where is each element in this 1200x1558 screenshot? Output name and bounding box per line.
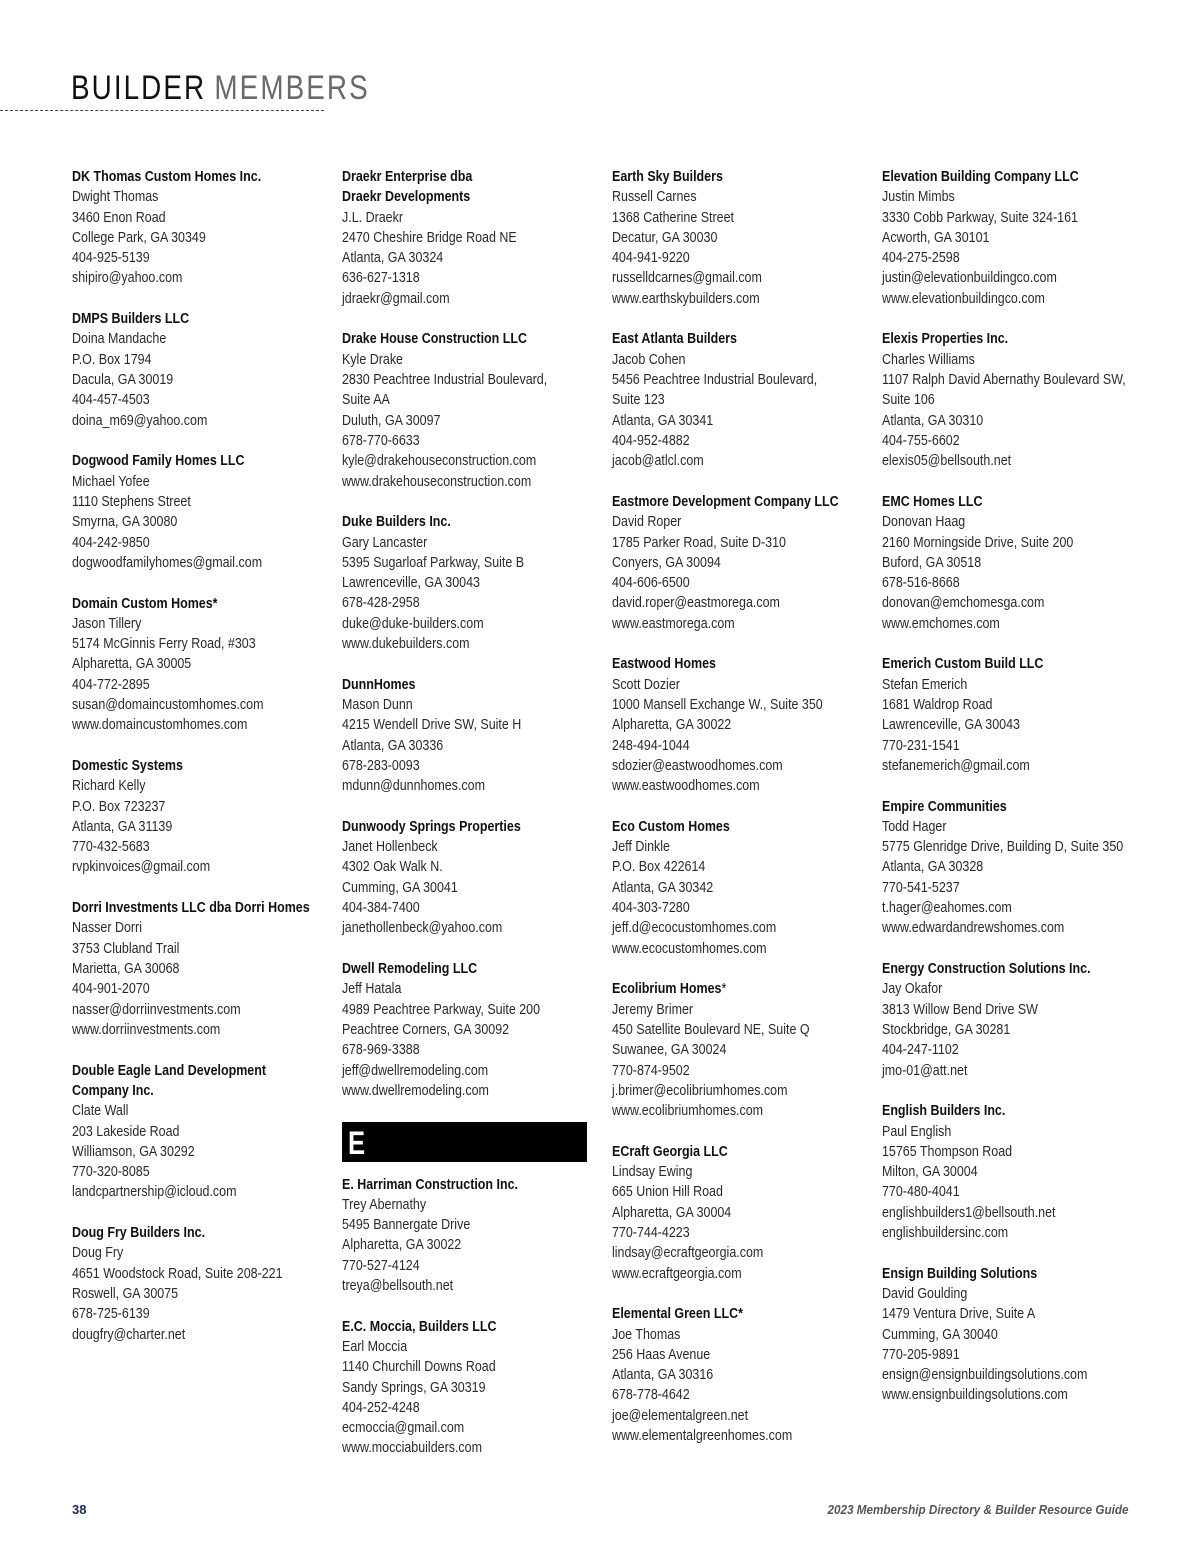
member-detail: shipiro@yahoo.com: [72, 270, 183, 287]
member-detail: 3753 Clubland Trail: [72, 940, 180, 957]
member-detail: 5456 Peachtree Industrial Boulevard,: [612, 372, 818, 389]
member-detail: Buford, GA 30518: [882, 554, 982, 571]
member-detail: Atlanta, GA 30328: [882, 859, 984, 876]
directory-column-2: [342, 167, 592, 1479]
member-detail: 770-432-5683: [72, 839, 150, 856]
member-detail: 3460 Enon Road: [72, 209, 166, 226]
member-name: [612, 817, 827, 837]
member-detail: 404-901-2070: [72, 981, 150, 998]
member-detail: 404-755-6602: [882, 432, 960, 449]
member-detail: 404-303-7280: [612, 900, 690, 917]
member-detail: 404-252-4248: [342, 1399, 420, 1416]
member-detail: 1368 Catherine Street: [612, 209, 735, 226]
member-detail: 678-283-0093: [342, 757, 420, 774]
member-detail: 678-428-2958: [342, 595, 420, 612]
member-detail: www.mocciabuilders.com: [342, 1440, 482, 1457]
member-name-text: Dogwood Family Homes LLC: [72, 453, 245, 470]
member-entry: [342, 817, 592, 939]
member-name: [882, 492, 1097, 512]
directory-column-3: [612, 167, 862, 1467]
member-name: [882, 797, 1097, 817]
member-detail: ensign@ensignbuildingsolutions.com: [882, 1367, 1088, 1384]
member-detail: 678-778-4642: [612, 1387, 690, 1404]
member-detail: 770-744-4223: [612, 1225, 690, 1241]
member-entry: [342, 1317, 592, 1459]
member-detail: www.ecraftgeorgia.com: [612, 1265, 742, 1282]
member-name-text: Domestic Systems: [72, 757, 183, 774]
member-detail: Paul English: [882, 1123, 952, 1140]
member-detail: Cumming, GA 30040: [882, 1326, 998, 1343]
member-detail: 1479 Ventura Drive, Suite A: [882, 1306, 1036, 1323]
member-detail: 248-494-1044: [612, 737, 690, 754]
member-detail: Todd Hager: [882, 818, 947, 835]
member-entry: [612, 1304, 862, 1446]
member-name-text: English Builders Inc.: [882, 1103, 1006, 1120]
member-detail: Jeff Dinkle: [612, 839, 670, 856]
member-name: [612, 654, 827, 674]
member-name-text: DMPS Builders LLC: [72, 311, 190, 328]
member-detail: Scott Dozier: [612, 676, 680, 693]
member-detail: joe@elementalgreen.net: [612, 1407, 749, 1424]
member-detail: P.O. Box 1794: [72, 351, 152, 368]
member-detail: Atlanta, GA 31139: [72, 818, 173, 835]
member-name-text: EMC Homes LLC: [882, 493, 983, 510]
member-detail: Jacob Cohen: [612, 351, 686, 368]
member-entry: [342, 512, 592, 654]
member-entry: [72, 1223, 322, 1345]
member-detail: david.roper@eastmorega.com: [612, 595, 780, 612]
member-detail: www.eastwoodhomes.com: [612, 778, 760, 795]
member-detail: Suite 123: [612, 392, 665, 409]
member-detail: dogwoodfamilyhomes@gmail.com: [72, 554, 263, 571]
member-detail: Milton, GA 30004: [882, 1164, 978, 1181]
member-detail: College Park, GA 30349: [72, 229, 206, 246]
member-detail: 15765 Thompson Road: [882, 1143, 1013, 1160]
member-name: [612, 492, 839, 512]
member-name-mark: *: [721, 981, 727, 998]
member-detail: kyle@drakehouseconstruction.com: [342, 453, 537, 470]
member-detail: P.O. Box 422614: [612, 859, 706, 876]
member-detail: www.elevationbuildingco.com: [882, 290, 1045, 307]
member-name-cont: Company Inc.: [72, 1082, 154, 1099]
member-name: [882, 167, 1097, 187]
member-name-text: E.C. Moccia, Builders LLC: [342, 1318, 497, 1335]
member-detail: 770-231-1541: [882, 737, 960, 754]
member-detail: www.dorriinvestments.com: [72, 1021, 221, 1038]
member-name: [72, 309, 287, 329]
member-detail: Stockbridge, GA 30281: [882, 1021, 1011, 1038]
member-detail: Atlanta, GA 30316: [612, 1367, 714, 1384]
member-detail: 404-952-4882: [612, 432, 690, 449]
member-name: [612, 329, 827, 349]
member-entry: [72, 309, 322, 431]
member-name-text: Ensign Building Solutions: [882, 1265, 1038, 1282]
member-entry: [882, 1101, 1132, 1243]
member-name: [612, 167, 827, 187]
member-detail: 1140 Churchill Downs Road: [342, 1359, 496, 1376]
member-name-cont: Draekr Developments: [342, 189, 471, 206]
member-detail: Decatur, GA 30030: [612, 229, 718, 246]
member-name: [72, 756, 287, 776]
member-entry: [72, 898, 322, 1040]
member-detail: 678-969-3388: [342, 1042, 420, 1059]
member-name-text: Draekr Enterprise dba: [342, 169, 473, 185]
member-detail: Suite AA: [342, 392, 390, 409]
footer-guide-title: 2023 Membership Directory & Builder Resource Guide: [826, 1502, 1128, 1517]
member-detail: Suite 106: [882, 392, 935, 409]
member-detail: englishbuildersinc.com: [882, 1225, 1009, 1241]
member-detail: 636-627-1318: [342, 270, 420, 287]
member-detail: 404-925-5139: [72, 250, 150, 267]
member-detail: www.edwardandrewshomes.com: [882, 920, 1065, 937]
member-entry: [882, 654, 1132, 776]
member-entry: [612, 817, 862, 959]
member-detail: j.brimer@ecolibriumhomes.com: [612, 1082, 788, 1099]
member-detail: Doina Mandache: [72, 331, 167, 348]
member-detail: landcpartnership@icloud.com: [72, 1184, 237, 1201]
member-detail: Alpharetta, GA 30022: [342, 1237, 462, 1254]
member-name: [72, 898, 310, 918]
member-entry: [612, 1142, 862, 1284]
member-detail: 770-874-9502: [612, 1062, 690, 1079]
member-detail: Nasser Dorri: [72, 920, 142, 937]
member-detail: doina_m69@yahoo.com: [72, 412, 208, 429]
member-detail: Smyrna, GA 30080: [72, 514, 178, 531]
member-name: [342, 167, 557, 187]
member-detail: Lawrenceville, GA 30043: [882, 717, 1020, 734]
member-detail: Jeremy Brimer: [612, 1001, 694, 1018]
section-letter-bar: [342, 1122, 587, 1162]
member-detail: 1681 Waldrop Road: [882, 697, 993, 713]
member-detail: 665 Union Hill Road: [612, 1184, 723, 1201]
member-detail: www.ecocustomhomes.com: [612, 940, 767, 957]
member-entry: [882, 492, 1132, 634]
member-name: [342, 329, 557, 349]
member-detail: Cumming, GA 30041: [342, 879, 458, 896]
member-detail: ecmoccia@gmail.com: [342, 1420, 465, 1437]
member-detail: 770-205-9891: [882, 1346, 960, 1363]
member-entry: [72, 451, 322, 573]
member-name-text: Eastmore Development Company LLC: [612, 493, 839, 510]
member-name-text: ECraft Georgia LLC: [612, 1143, 728, 1160]
member-detail: 404-384-7400: [342, 900, 420, 917]
member-detail: 4651 Woodstock Road, Suite 208-221: [72, 1265, 283, 1282]
member-entry: [72, 167, 322, 289]
member-name-text: Double Eagle Land Development: [72, 1062, 267, 1079]
member-name: [342, 959, 557, 979]
member-entry: [882, 1264, 1132, 1406]
member-entry: [342, 675, 592, 797]
member-detail: 404-457-4503: [72, 392, 150, 409]
member-detail: Stefan Emerich: [882, 676, 968, 693]
member-detail: 5775 Glenridge Drive, Building D, Suite 350: [882, 839, 1124, 856]
member-name-text: Elemental Green LLC*: [612, 1306, 743, 1323]
member-detail: www.domaincustomhomes.com: [72, 717, 248, 734]
member-entry: [882, 167, 1132, 309]
member-detail: www.ensignbuildingsolutions.com: [882, 1387, 1068, 1404]
member-name-text: Eco Custom Homes: [612, 818, 730, 835]
member-detail: Atlanta, GA 30341: [612, 412, 714, 429]
member-detail: jdraekr@gmail.com: [342, 290, 450, 307]
page-title: [71, 68, 370, 108]
member-detail: P.O. Box 723237: [72, 798, 166, 815]
member-detail: 5495 Bannergate Drive: [342, 1217, 471, 1234]
member-detail: Gary Lancaster: [342, 534, 428, 551]
member-name: [72, 167, 287, 187]
member-detail: englishbuilders1@bellsouth.net: [882, 1204, 1056, 1221]
member-entry: [882, 797, 1132, 939]
member-detail: www.dwellremodeling.com: [342, 1082, 489, 1099]
member-detail: www.earthskybuilders.com: [612, 290, 760, 307]
member-detail: Alpharetta, GA 30022: [612, 717, 732, 734]
member-detail: 3330 Cobb Parkway, Suite 324-161: [882, 209, 1078, 226]
member-detail: jeff.d@ecocustomhomes.com: [612, 920, 777, 937]
member-entry: [612, 329, 862, 471]
member-detail: Jeff Hatala: [342, 981, 402, 998]
member-detail: 3813 Willow Bend Drive SW: [882, 1001, 1038, 1018]
member-detail: 4302 Oak Walk N.: [342, 859, 443, 876]
member-detail: treya@bellsouth.net: [342, 1278, 454, 1294]
member-name: [342, 512, 557, 532]
member-entry: [342, 959, 592, 1101]
member-entry: [612, 979, 862, 1121]
member-detail: 2160 Morningside Drive, Suite 200: [882, 534, 1074, 551]
member-detail: 770-480-4041: [882, 1184, 960, 1201]
member-name-text: Elevation Building Company LLC: [882, 169, 1079, 185]
member-detail: www.eastmorega.com: [612, 615, 735, 632]
member-detail: Earl Moccia: [342, 1338, 408, 1355]
member-detail: elexis05@bellsouth.net: [882, 453, 1012, 470]
member-detail: www.drakehouseconstruction.com: [342, 473, 532, 490]
page-number: 38: [72, 1502, 87, 1517]
member-name: [612, 1142, 827, 1162]
member-detail: susan@domaincustomhomes.com: [72, 697, 264, 713]
member-detail: 450 Satellite Boulevard NE, Suite Q: [612, 1021, 810, 1038]
member-name-text: DunnHomes: [342, 676, 416, 693]
member-detail: jmo-01@att.net: [882, 1062, 968, 1079]
member-name: [612, 1304, 827, 1324]
member-detail: rvpkinvoices@gmail.com: [72, 859, 211, 876]
member-detail: Donovan Haag: [882, 514, 966, 531]
member-detail: 256 Haas Avenue: [612, 1346, 711, 1363]
member-detail: 5395 Sugarloaf Parkway, Suite B: [342, 554, 525, 571]
member-detail: stefanemerich@gmail.com: [882, 757, 1030, 774]
member-detail: Atlanta, GA 30324: [342, 250, 444, 267]
member-detail: nasser@dorriinvestments.com: [72, 1001, 241, 1018]
member-name: [612, 979, 827, 999]
member-detail: Janet Hollenbeck: [342, 839, 438, 856]
member-name-text: Duke Builders Inc.: [342, 514, 451, 531]
member-detail: Jason Tillery: [72, 615, 142, 632]
member-detail: 4989 Peachtree Parkway, Suite 200: [342, 1001, 541, 1018]
member-detail: russelldcarnes@gmail.com: [612, 270, 762, 287]
member-detail: duke@duke-builders.com: [342, 615, 484, 632]
member-name: [882, 1264, 1097, 1284]
member-detail: 770-541-5237: [882, 879, 960, 896]
member-name: [342, 1317, 557, 1337]
member-detail: Lindsay Ewing: [612, 1164, 693, 1181]
member-detail: Joe Thomas: [612, 1326, 681, 1343]
member-detail: Dacula, GA 30019: [72, 372, 174, 389]
member-detail: Duluth, GA 30097: [342, 412, 441, 429]
member-entry: [72, 1061, 322, 1203]
member-detail: 2830 Peachtree Industrial Boulevard,: [342, 372, 548, 389]
member-detail: justin@elevationbuildingco.com: [882, 270, 1057, 287]
member-detail: Peachtree Corners, GA 30092: [342, 1021, 510, 1038]
member-entry: [342, 167, 592, 309]
member-detail: Mason Dunn: [342, 697, 413, 713]
member-name-text: Eastwood Homes: [612, 656, 716, 673]
member-detail: 4215 Wendell Drive SW, Suite H: [342, 717, 522, 734]
page-header: [0, 64, 370, 111]
member-entry: [342, 329, 592, 491]
member-detail: Doug Fry: [72, 1245, 124, 1262]
member-detail: 404-941-9220: [612, 250, 690, 267]
member-detail: www.elementalgreenhomes.com: [612, 1428, 793, 1445]
member-name-text: Ecolibrium Homes: [612, 981, 722, 998]
member-detail: Marietta, GA 30068: [72, 961, 180, 978]
member-name: [72, 1223, 287, 1243]
member-detail: David Goulding: [882, 1285, 968, 1302]
member-detail: 404-242-9850: [72, 534, 150, 551]
member-detail: Alpharetta, GA 30004: [612, 1204, 732, 1221]
member-entry: [612, 654, 862, 796]
member-name-text: Earth Sky Builders: [612, 169, 723, 185]
member-detail: Sandy Springs, GA 30319: [342, 1379, 486, 1396]
member-name: [72, 451, 287, 471]
member-detail: jeff@dwellremodeling.com: [342, 1062, 489, 1079]
member-detail: Russell Carnes: [612, 189, 697, 206]
member-detail: sdozier@eastwoodhomes.com: [612, 757, 783, 774]
member-detail: Atlanta, GA 30310: [882, 412, 984, 429]
member-name-text: Dwell Remodeling LLC: [342, 961, 478, 978]
member-detail: Atlanta, GA 30342: [612, 879, 714, 896]
member-detail: Charles Williams: [882, 351, 975, 368]
member-detail: www.dukebuilders.com: [342, 636, 470, 653]
member-name: [342, 675, 557, 695]
member-detail: 404-606-6500: [612, 575, 690, 592]
member-name: [882, 654, 1097, 674]
member-name: [342, 817, 557, 837]
member-detail: Justin Mimbs: [882, 189, 955, 206]
member-detail: Jay Okafor: [882, 981, 943, 998]
member-entry: [72, 594, 322, 736]
member-detail: jacob@atlcl.com: [612, 453, 704, 470]
member-detail: t.hager@eahomes.com: [882, 900, 1012, 917]
member-detail: 678-725-6139: [72, 1306, 150, 1323]
member-detail: Suwanee, GA 30024: [612, 1042, 727, 1059]
member-detail: 770-527-4124: [342, 1257, 420, 1274]
member-detail: 678-770-6633: [342, 432, 420, 449]
member-detail: 1785 Parker Road, Suite D-310: [612, 534, 787, 551]
member-detail: Atlanta, GA 30336: [342, 737, 444, 754]
member-entry: [882, 959, 1132, 1081]
page-title-light: MEMBERS: [214, 69, 370, 107]
member-name-text: East Atlanta Builders: [612, 331, 737, 348]
member-detail: Richard Kelly: [72, 778, 146, 795]
member-detail: 5174 McGinnis Ferry Road, #303: [72, 636, 256, 653]
member-entry: [882, 329, 1132, 471]
member-detail: Dwight Thomas: [72, 189, 159, 206]
member-detail: Acworth, GA 30101: [882, 229, 990, 246]
member-name: [882, 329, 1097, 349]
member-detail: Roswell, GA 30075: [72, 1285, 179, 1302]
page-title-bold: BUILDER: [71, 69, 207, 107]
member-detail: mdunn@dunnhomes.com: [342, 778, 485, 795]
directory-column-4: [882, 167, 1132, 1426]
member-detail: Conyers, GA 30094: [612, 554, 721, 571]
member-entry: [612, 492, 862, 634]
member-detail: Alpharetta, GA 30005: [72, 656, 192, 673]
member-detail: Williamson, GA 30292: [72, 1143, 195, 1160]
member-detail: dougfry@charter.net: [72, 1326, 186, 1343]
member-name-text: Doug Fry Builders Inc.: [72, 1225, 206, 1242]
member-detail: 1110 Stephens Street: [72, 493, 191, 510]
member-name-text: E. Harriman Construction Inc.: [342, 1176, 519, 1193]
member-detail: Clate Wall: [72, 1103, 129, 1120]
member-name: [882, 959, 1097, 979]
member-name: [882, 1101, 1097, 1121]
section-letter: E: [348, 1124, 366, 1161]
member-detail: 404-247-1102: [882, 1042, 959, 1059]
member-name-text: Energy Construction Solutions Inc.: [882, 961, 1091, 978]
member-detail: Kyle Drake: [342, 351, 403, 368]
member-name-text: DK Thomas Custom Homes Inc.: [72, 169, 262, 185]
member-detail: David Roper: [612, 514, 682, 531]
member-entry: [612, 167, 862, 309]
member-name-text: Elexis Properties Inc.: [882, 331, 1009, 348]
member-detail: Michael Yofee: [72, 473, 150, 490]
member-name-text: Emerich Custom Build LLC: [882, 656, 1044, 673]
member-detail: 2470 Cheshire Bridge Road NE: [342, 229, 517, 246]
member-detail: 1000 Mansell Exchange W., Suite 350: [612, 697, 823, 713]
member-name-text: Empire Communities: [882, 798, 1007, 815]
member-name: [72, 594, 287, 614]
member-detail: 678-516-8668: [882, 575, 960, 592]
member-detail: 404-772-2895: [72, 676, 150, 693]
member-entry: [342, 1175, 592, 1297]
member-name-text: Domain Custom Homes*: [72, 595, 218, 612]
member-name-text: Dunwoody Springs Properties: [342, 818, 521, 835]
member-name: [342, 1175, 557, 1195]
member-detail: Lawrenceville, GA 30043: [342, 575, 480, 592]
member-detail: 404-275-2598: [882, 250, 960, 267]
member-detail: J.L. Draekr: [342, 209, 403, 226]
member-detail: janethollenbeck@yahoo.com: [342, 920, 503, 937]
member-detail: www.ecolibriumhomes.com: [612, 1103, 764, 1120]
member-detail: www.emchomes.com: [882, 615, 1000, 632]
member-detail: 203 Lakeside Road: [72, 1123, 180, 1140]
member-detail: Trey Abernathy: [342, 1196, 427, 1213]
directory-column-1: [72, 167, 322, 1365]
member-name-text: Drake House Construction LLC: [342, 331, 527, 348]
member-detail: donovan@emchomesga.com: [882, 595, 1045, 612]
member-detail: 770-320-8085: [72, 1164, 150, 1181]
member-detail: 1107 Ralph David Abernathy Boulevard SW,: [882, 372, 1126, 389]
member-name-text: Dorri Investments LLC dba Dorri Homes: [72, 900, 310, 917]
member-entry: [72, 756, 322, 878]
member-detail: lindsay@ecraftgeorgia.com: [612, 1245, 764, 1262]
member-name: [72, 1061, 287, 1081]
